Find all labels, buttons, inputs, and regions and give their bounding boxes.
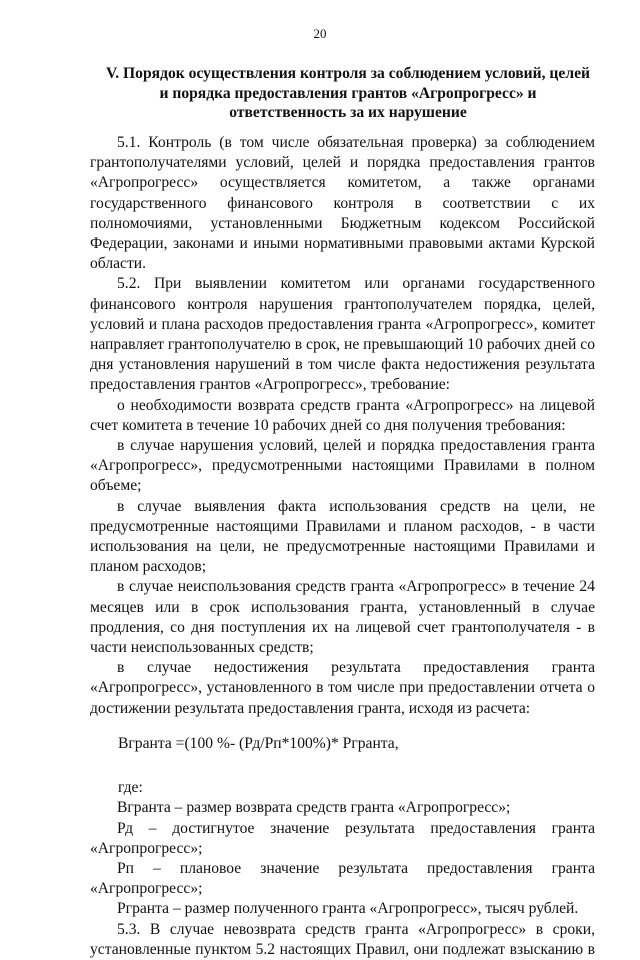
formula-term-achieved: Рд – достигнутое значение результата предоставления гранта «Агропрогресс»; (90, 819, 595, 857)
formula-term-planned: Рп – плановое значение результата предоставления гранта «Агропрогресс»; (90, 859, 595, 898)
refund-formula: Вгранта =(100 %- (Рд/Рп*100%)* Ргранта, (118, 734, 399, 752)
document-body (90, 133, 595, 960)
formula-term-grant-amount: Ргранта – размер полученного гранта «Агропрогресс», тысяч рублей. (117, 900, 579, 918)
paragraph-case-misuse: в случае выявления факта использования средств на цели, не предусмотренные настоящими Правилами и планом расходов, - в части использования на цели, не предусмотренные настоящими Правилами и планом расходов; (90, 497, 595, 576)
section-title: V. Порядок осуществления контроля за соблюдением условий, целей и порядка предоставления грантов «Агропрогресс» и ответственность за их нарушение (106, 65, 590, 122)
paragraph-5-2: 5.2. При выявлении комитетом или органами государственного финансового контроля нарушения грантополучателем порядка, целей, условий и плана расходов предоставления гранта «Агропрогресс», комитет направляет грантополучателю в срок, не превышающий 10 рабочих дней со дня установления нарушений в том числе факта недостижения результата предоставления грантов «Агропрогресс», требование: (90, 275, 595, 394)
paragraph-case-nonachievement: в случае недостижения результата предоставления гранта «Агропрогресс», установленного в том числе при предоставлении отчета о достижении результата предоставления гранта, исходя из расчета: (90, 659, 595, 717)
paragraph-refund-requirement: о необходимости возврата средств гранта «Агропрогресс» на лицевой счет комитета в течение 10 рабочих дней со дня получения требования: (90, 396, 595, 434)
paragraph-5-1: 5.1. Контроль (в том числе обязательная проверка) за соблюдением грантополучателями условий, целей и порядка предоставления грантов «Агропрогресс» осуществляется комитетом, а также органами государственного финансового контроля в соответствии с их полномочиями, установленными Бюджетным кодексом Российской Федерации, законами и иными нормативными правовыми актами Курской области. (90, 134, 595, 273)
formula-where-label: где: (118, 779, 143, 797)
paragraph-case-violation: в случае нарушения условий, целей и порядка предоставления гранта «Агропрогресс», предусмотренными настоящими Правилами в полном объеме; (90, 437, 595, 495)
paragraph-5-3: 5.3. В случае невозврата средств гранта «Агропрогресс» в сроки, установленные пунктом 5.2 настоящих Правил, они подлежат взысканию в (90, 920, 595, 958)
paragraph-case-nonuse: в случае неиспользования средств гранта «Агропрогресс» в течение 24 месяцев или в срок использования гранта, установленный в случае продления, со дня поступления их на лицевой счет грантополучателя - в части неиспользованных средств; (90, 578, 595, 657)
page-number: 20 (313, 26, 327, 41)
formula-term-refund: Вгранта – размер возврата средств гранта «Агропрогресс»; (117, 799, 511, 817)
